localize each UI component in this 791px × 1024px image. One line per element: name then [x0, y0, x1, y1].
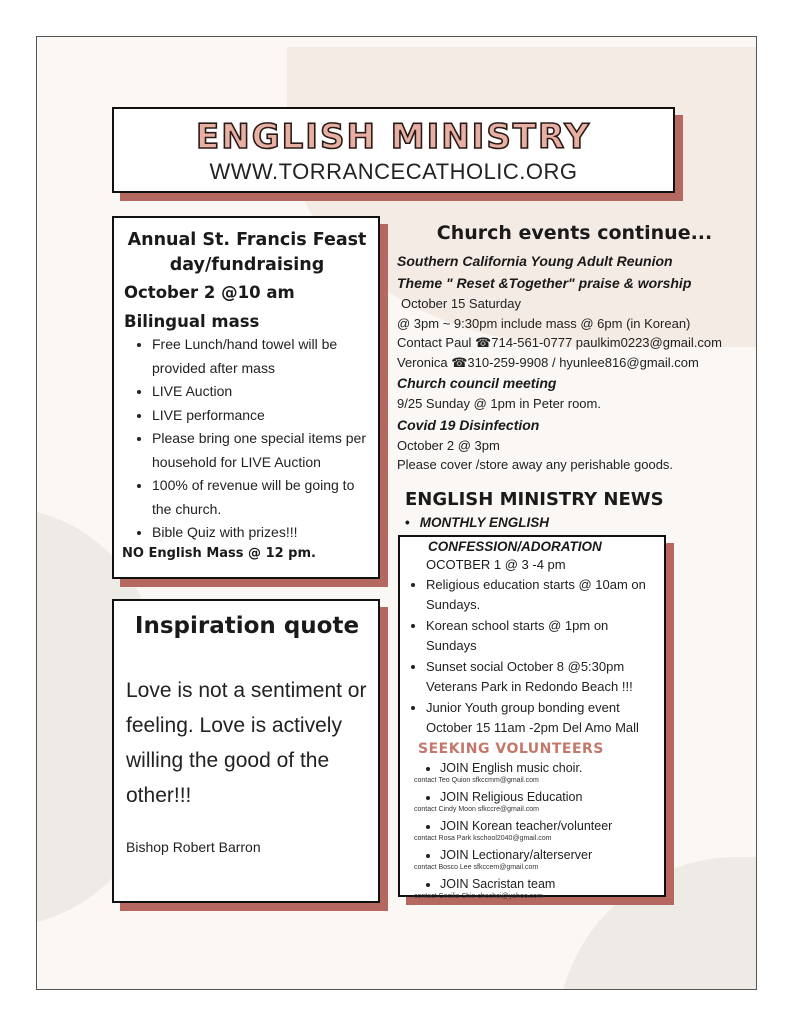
list-item: • Junior Youth group bonding event October 15 11am -2pm Del Amo Mall [426, 698, 656, 738]
volunteer-contact: contact Teo Quion sfkccmm@gmail.com [414, 777, 539, 784]
list-item: • Please bring one special items per household for LIVE Auction [152, 427, 372, 474]
page-title: ENGLISH MINISTRY [196, 117, 591, 157]
volunteer-label: JOIN Korean teacher/volunteer [440, 819, 613, 833]
news-heading: ENGLISH MINISTRY NEWS [405, 489, 664, 510]
list-item: • Free Lunch/hand towel will be provided after mass [152, 333, 372, 380]
church-events [397, 222, 752, 475]
list-item: • LIVE performance [152, 404, 372, 428]
volunteer-label: JOIN Lectionary/alterserver [440, 848, 593, 862]
confession-date: OCOTBER 1 @ 3 -4 pm [426, 557, 566, 572]
volunteer-item [414, 877, 656, 902]
volunteer-label: JOIN English music choir. [440, 761, 583, 775]
volunteer-contact: contact Cecilia Shin chechoi@yahoo.com [414, 893, 543, 900]
council-title: Church council meeting [397, 375, 557, 391]
no-mass-notice: NO English Mass @ 12 pm. [122, 545, 316, 561]
volunteer-label: JOIN Religious Education [440, 790, 583, 804]
contact-veronica: Veronica ☎310-259-9908 / hyunlee816@gmail.com [397, 354, 699, 370]
volunteer-list [408, 761, 656, 902]
quote-text: Love is not a sentiment or feeling. Love is actively willing the good of the other!!! [126, 679, 367, 807]
quote-box [112, 599, 380, 903]
quote-author: Bishop Robert Barron [126, 839, 261, 855]
feast-box [112, 216, 380, 579]
seeking-volunteers: SEEKING VOLUNTEERS [418, 741, 604, 757]
contact-paul: Contact Paul ☎714-561-0777 paulkim0223@gmail.com [397, 335, 722, 350]
reunion-date: October 15 Saturday [401, 296, 521, 311]
list-item: • Korean school starts @ 1pm on Sundays [426, 616, 656, 656]
volunteer-item [414, 848, 656, 873]
flyer-page [36, 36, 757, 990]
council-detail: 9/25 Sunday @ 1pm in Peter room. [397, 396, 601, 411]
volunteer-contact: contact Bosco Lee sfkccem@gmail.com [414, 864, 539, 871]
confession-title: CONFESSION/ADORATION [428, 539, 602, 554]
covid-title: Covid 19 Disinfection [397, 416, 540, 433]
volunteer-item [414, 790, 656, 815]
feast-date: October 2 @10 am [124, 283, 295, 302]
list-item: • Sunset social October 8 @5:30pm Veterans Park in Redondo Beach !!! [426, 657, 656, 697]
events-heading: Church events continue... [436, 222, 713, 244]
volunteer-item [414, 761, 656, 786]
list-item: • Bible Quiz with prizes!!! [152, 521, 372, 545]
reunion-time: @ 3pm ~ 9:30pm include mass @ 6pm (in Korean) [397, 315, 691, 331]
feast-title: Annual St. Francis Feast day/fundraising [127, 230, 367, 275]
news-monthly [405, 515, 549, 530]
volunteer-contact: contact Rosa Park kschool2040@gmail.com [414, 835, 552, 842]
reunion-title: Southern California Young Adult Reunion [397, 253, 673, 269]
news-list [408, 575, 656, 738]
reunion-theme: Theme " Reset &Together" praise & worship [397, 275, 692, 291]
feast-mass: Bilingual mass [124, 312, 260, 331]
covid-date: October 2 @ 3pm [397, 437, 500, 453]
quote-heading: Inspiration quote [134, 613, 360, 639]
volunteer-label: JOIN Sacristan team [440, 877, 556, 891]
list-item: • LIVE Auction [152, 380, 372, 404]
monthly-label: MONTHLY ENGLISH [419, 515, 549, 530]
feast-bullets [122, 333, 372, 545]
website-url: WWW.TORRANCECATHOLIC.ORG [209, 159, 578, 184]
covid-detail: Please cover /store away any perishable goods. [397, 457, 674, 472]
list-item: • Religious education starts @ 10am on Sundays. [426, 575, 656, 615]
header-box [112, 107, 675, 193]
news-box [398, 535, 666, 900]
volunteer-contact: contact Cindy Moon sfkccre@gmail.com [414, 806, 539, 813]
volunteer-item [414, 819, 656, 844]
bullet-icon: • [405, 515, 410, 530]
list-item: • 100% of revenue will be going to the church. [152, 474, 372, 521]
